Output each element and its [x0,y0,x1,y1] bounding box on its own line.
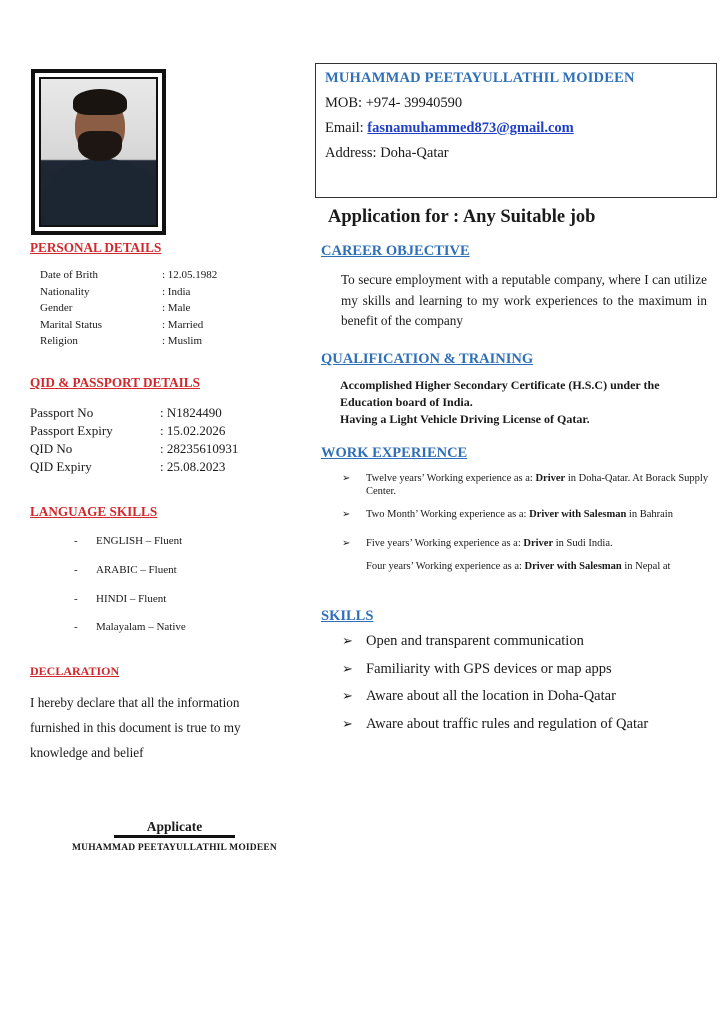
signature-label: Applicate [114,818,236,838]
qid-row: QID No : 28235610931 [30,441,239,456]
work-experience-list [342,472,724,573]
arrow-bullet-icon: ➢ [342,688,353,703]
signature-name: MUHAMMAD PEETAYULLATHIL MOIDEEN [71,843,277,853]
personal-row: Religion : Muslim [40,335,203,347]
personal-row: Gender : Male [40,302,191,314]
address-label: Address: [325,145,377,161]
qualification-heading: QUALIFICATION & TRAINING [321,351,534,367]
declaration-heading: DECLARATION [30,664,120,678]
language-item: - Malayalam – Native [74,621,186,633]
qid-row: Passport Expiry : 15.02.2026 [30,423,226,438]
address-value: Doha-Qatar [380,145,449,161]
photo-hair [73,89,127,115]
arrow-bullet-icon: ➢ [342,473,351,484]
arrow-bullet-icon: ➢ [342,509,351,520]
work-item: ➢ Two Month’ Working experience as a: Driver with Salesman in Bahrain [342,509,673,520]
email-line [325,120,707,137]
arrow-bullet-icon: ➢ [342,660,353,676]
skills-list [342,633,648,743]
arrow-bullet-icon: ➢ [342,633,353,648]
email-label: Email: [325,120,364,136]
skills-heading: SKILLS [321,608,374,624]
signature-block [57,818,292,853]
qid-passport-table [30,405,238,477]
mobile-line [325,95,707,112]
qid-row: Passport No : N1824490 [30,405,222,420]
language-item: - HINDI – Fluent [74,593,167,605]
arrow-bullet-icon: ➢ [342,715,353,731]
work-item: ➢ Five years’ Working experience as a: Driver in Sudi India. [342,538,613,549]
qualification-line: Accomplished Higher Secondary Certificate (H.S.C) under the Education board of India. [340,378,660,409]
skill-item: ➢ Aware about all the location in Doha-Qatar [342,688,616,704]
application-title: Application for : Any Suitable job [328,207,596,227]
arrow-bullet-icon: ➢ [342,538,351,549]
language-skills-heading: LANGUAGE SKILLS [30,504,158,519]
mobile-value: +974- 39940590 [365,95,463,111]
work-experience-heading: WORK EXPERIENCE [321,445,468,461]
personal-row: Nationality : India [40,285,191,298]
skill-item: ➢ Familiarity with GPS devices or map apps [342,660,612,677]
declaration-text: I hereby declare that all the information furnished in this document is true to my knowledge and belief [30,695,241,760]
personal-row: Marital Status : Married [40,318,204,331]
email-link[interactable]: fasnamuhammed873@gmail.com [367,120,574,136]
qualification-line: Having a Light Vehicle Driving License of Qatar. [340,412,590,426]
qid-row: QID Expiry : 25.08.2023 [30,459,226,474]
personal-details-heading: PERSONAL DETAILS [30,240,162,255]
career-objective-text: To secure employment with a reputable company, where I can utilize my skills and learning to my work experiences to the maximum in benefit of the company [341,272,707,328]
personal-row: Date of Brith : 12.05.1982 [40,269,218,281]
profile-photo [31,69,166,235]
profile-photo-image [39,77,158,227]
photo-hoodie [45,159,157,227]
work-item: ➢ Twelve years’ Working experience as a: Driver in Doha-Qatar. At Borack Supply Center. [342,473,709,497]
language-item: - ENGLISH – Fluent [74,535,183,547]
qualification-text [340,377,710,428]
qid-passport-heading: QID & PASSPORT DETAILS [30,375,200,390]
mobile-label: MOB: [325,95,363,111]
contact-box [315,63,717,198]
address-line [325,145,707,162]
career-objective-heading: CAREER OBJECTIVE [321,243,470,259]
personal-details-table [40,269,217,352]
language-item: - ARABIC – Fluent [74,564,177,576]
candidate-name: MUHAMMAD PEETAYULLATHIL MOIDEEN [325,70,635,86]
work-item: Four years’ Working experience as a: Driver with Salesman in Nepal at [366,561,671,572]
skill-item: ➢ Open and transparent communication [342,633,584,649]
skill-item: ➢ Aware about traffic rules and regulation of Qatar [342,715,649,732]
photo-beard [78,131,122,161]
